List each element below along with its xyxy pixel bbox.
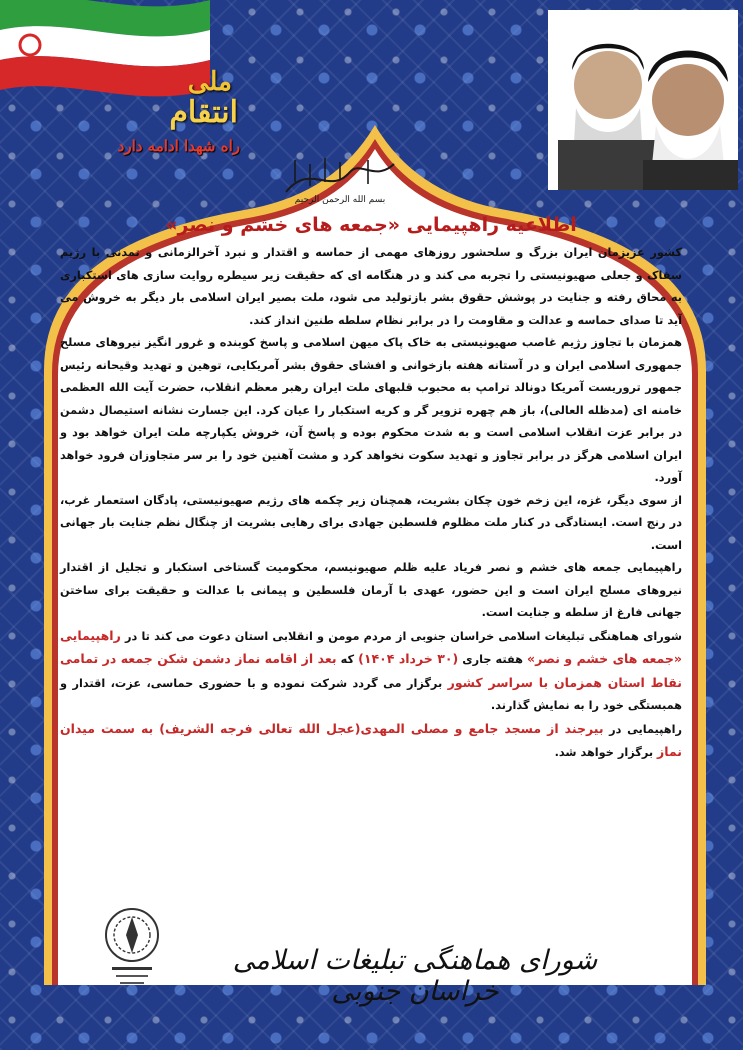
invitation-march-name: راهپیمایی «جمعه های خشم و نصر» (60, 627, 682, 666)
paragraph-gaza: از سوی دیگر، غزه، این زخم خون چکان بشریت، همچنان زیر چکمه های رژیم صهیونیستی، پادگان استعمار غرب، در رنج است. ایستادگی در کنار ملت مظلوم فلسطین جهادی برای رهایی بشریت از چنگال نظم جنایت بار جهانی است. (60, 493, 682, 552)
paragraph-aggression: همزمان با تجاوز رژیم غاصب صهیونیستی به خاک پاک میهن اسلامی و پاسخ کوبنده و غرور انگیز نیروهای مسلح جمهوری اسلامی ایران و در آستانه هفته بازخوانی و افشای حقوق بشر آمریکایی، توهین و تهدید وقیحانه رئیس جمهور تروریست آمریکا دونالد ترامپ به محبوب قلبهای ملت ایران رهبر معظم انقلاب، حضرت آیت الله العظمی خامنه ای (مدظله العالی)، باز هم چهره تزویر گر و کریه استکبار را عیان کرد. این جسارت نشانه استیصال دشمن در برابر عزت انقلاب اسلامی است و به شدت محکوم بوده و پاسخ آن، خروش یکپارچه ملت ایران خواهد بود و ایران اسلامی هرگز در برابر تجاوز و تهدید سکوت نخواهد کرد و مشت آهنین خود را بر سر متجاوزان فرود خواهد آورد. (60, 336, 682, 484)
paragraph-march-meaning: راهپیمایی جمعه های خشم و نصر فریاد علیه ظلم صهیونیسم، محکومیت گستاخی استکبار و تجلیل از اقتدار نیروهای مسلح ایران است و این حضور، عهدی با آرمان فلسطین و پیمانی با عدالت و حقیقت برای ساختن جهانی فارغ از سلطه و جنایت است. (60, 561, 682, 619)
invitation-date: (۳۰ خرداد ۱۴۰۴) (358, 651, 459, 666)
invitation-text-2: هفته جاری (458, 653, 528, 666)
signature-text: شورای هماهنگی تبلیغات اسلامی خراسان جنوبی (232, 945, 598, 1007)
campaign-logo-line3: راه شهدا ادامه دارد (117, 137, 240, 155)
bismillah-calligraphy (280, 152, 400, 204)
campaign-logo-line1: ملی (187, 67, 232, 97)
invitation-timing: بعد از اقامه نماز دشمن شکن جمعه در تمامی نقاط استان همزمان با سراسر کشور (60, 651, 682, 690)
invitation-text-1: شورای هماهنگی تبلیغات اسلامی خراسان جنوبی از مردم مومن و انقلابی استان دعوت می کند تا در (120, 629, 682, 643)
invitation-text-3: که (336, 653, 359, 666)
paragraph-intro: کشور عزیزمان ایران بزرگ و سلحشور روزهای مهمی از حماسه و اقتدار و نبرد آخرالزمانی و تمدنی با رژیم سفاک و جعلی صهیونیستی را تجربه می کند و در هنگامه ای که حقیقت زیر سیطره روایت سازی های استکباری به محاق رفته و جنایت در پوشش حقوق بشر بازتولید می شود، ملت بصیر ایران اسلامی بار دیگر به خروش می آید تا صدای حماسه و عدالت و مقاومت را در برابر نظام سلطه طنین انداز کند. (60, 246, 682, 327)
announcement-title: اطلاعیه راهپیمایی «جمعه های خشم و نصر» (165, 214, 577, 236)
route-text-2: برگزار خواهد شد. (554, 746, 658, 759)
organization-seal (98, 905, 166, 993)
paragraph-route (60, 718, 682, 765)
campaign-logo-line2: انتقام (169, 95, 238, 130)
announcement-body (60, 214, 682, 765)
route-text-1: راهپیمایی در (603, 722, 682, 736)
bismillah-text: بسم الله الرحمن الرحیم (294, 195, 386, 204)
paragraph-invitation (60, 625, 682, 718)
route-location: بیرجند از مسجد جامع و مصلی المهدی(عجل الله تعالی فرجه الشریف) به سمت میدان نماز (60, 720, 682, 759)
invitation-text-4: برگزار می گردد شرکت نموده و با حضوری حماسی، عزت، اقتدار و همبستگی خود را به نمایش گذارند. (60, 676, 682, 712)
